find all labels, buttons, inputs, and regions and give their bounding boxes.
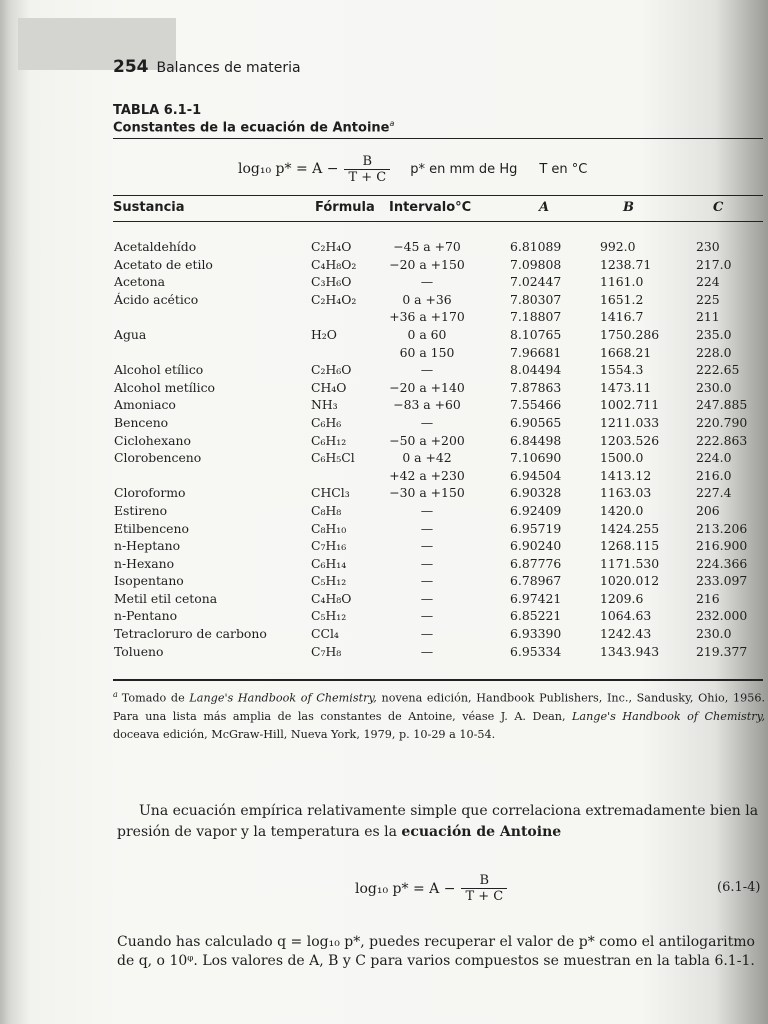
body-paragraph-1 [117,801,768,843]
equation-6-1-4-denominator: T + C [461,888,507,904]
cell-c: 224 [696,274,720,290]
cell-a: 6.84498 [510,432,562,448]
cell-interval: 0 a +36 [402,291,452,307]
cell-c: 232.000 [696,608,748,624]
table-row [0,362,768,380]
cell-b: 1268.115 [600,538,660,554]
cell-substance: Acetona [114,274,166,290]
cell-c: 225 [696,291,720,307]
cell-substance: Isopentano [114,573,184,589]
cell-c: 216.0 [696,467,732,483]
body-paragraph-2: Cuando has calculado q = log₁₀ p*, puedes recuperar el valor de p* como el antilogaritmo de q, o 10ᵠ. Los valores de A, B y C para varios compuestos se muestran en la tabla 6.1-1. [117,934,755,969]
header-bottom-rule [113,221,763,222]
cell-interval: 0 a 60 [407,326,447,342]
cell-interval: — [420,362,434,378]
cell-c: 220.790 [696,414,748,430]
cell-substance: Acetato de etilo [114,256,213,272]
cell-c: 216.900 [696,538,748,554]
cell-a: 6.93390 [510,626,562,642]
cell-b: 1020.012 [600,573,660,589]
cell-c: 230.0 [696,379,732,395]
table-caption-text: Constantes de la ecuación de Antoine [113,120,390,136]
table-row [0,257,768,275]
cell-b: 1242.43 [600,626,652,642]
equation-numerator: B [362,153,373,169]
cell-a: 7.96681 [510,344,562,360]
cell-b: 1554.3 [600,362,644,378]
cell-substance: Alcohol metílico [114,379,216,395]
cell-c: 211 [696,309,720,325]
table-row [0,380,768,398]
cell-c: 222.863 [696,432,748,448]
cell-c: 235.0 [696,326,732,342]
cell-b: 1420.0 [600,502,644,518]
table-row [0,274,768,292]
equation-6-1-4-numerator: B [479,873,490,888]
cell-interval: — [420,573,434,589]
cell-a: 6.97421 [510,590,562,606]
footnote-text-3: doceava edición, McGraw-Hill, Nueva York, 1979, p. 10-29 a 10-54. [113,728,496,742]
cell-c: 206 [696,502,720,518]
cell-substance: Agua [114,326,147,342]
cell-formula: CHCl₃ [311,485,350,501]
cell-formula: C₆H₆ [311,414,342,430]
cell-interval: +36 a +170 [389,309,465,325]
cell-b: 1668.21 [600,344,652,360]
table-row [0,450,768,468]
table-row [0,239,768,257]
cell-c: 219.377 [696,643,748,659]
header-substance: Sustancia [113,200,185,215]
cell-a: 6.85221 [510,608,562,624]
cell-a: 6.90565 [510,414,562,430]
cell-formula: C₇H₁₆ [311,538,347,554]
table-row [0,433,768,451]
cell-a: 8.04494 [510,362,562,378]
cell-substance: Estireno [114,502,168,518]
page-number: 254 [113,57,149,77]
running-title: Balances de materia [156,60,301,76]
antoine-term: ecuación de Antoine [401,824,562,840]
table-row [0,556,768,574]
cell-substance: Etilbenceno [114,520,189,536]
cell-formula: CCl₄ [311,626,339,642]
cell-b: 1238.71 [600,256,652,272]
cell-b: 1209.6 [600,590,644,606]
cell-c: 213.206 [696,520,748,536]
cell-interval: −20 a +140 [389,379,465,395]
cell-c: 247.885 [696,397,748,413]
units-pressure: p* en mm de Hg [410,161,518,177]
cell-b: 1343.943 [600,643,660,659]
equation-lhs: log₁₀ p* = A − [238,161,339,177]
paragraph-1-text: Una ecuación empírica relativamente simple que correlaciona extremadamente bien la presión de vapor y la temperatura es la [117,803,759,840]
footnote-book-1: Lange's Handbook of Chemistry, [189,691,377,705]
table-row [0,468,768,486]
header-top-rule [113,195,763,196]
cell-interval: −20 a +150 [389,256,465,272]
cell-a: 6.90240 [510,538,562,554]
equation-6-1-4-lhs: log₁₀ p* = A − [355,880,456,897]
page-header [113,57,301,77]
cell-b: 1416.7 [600,309,644,325]
header-formula: Fórmula [315,200,375,215]
cell-b: 1203.526 [600,432,660,448]
cell-a: 7.02447 [510,274,562,290]
cell-formula: C₂H₆O [311,362,352,378]
cell-c: 224.366 [696,555,748,571]
cell-substance: Clorobenceno [114,450,202,466]
equation-number: (6.1-4) [717,880,761,895]
table-row [0,503,768,521]
cell-interval: — [420,590,434,606]
cell-interval: — [420,414,434,430]
cell-interval: −50 a +200 [389,432,465,448]
units-temperature: T en °C [539,161,588,177]
cell-a: 7.10690 [510,450,562,466]
cell-substance: Tetracloruro de carbono [114,626,267,642]
caption-footnote-marker: a [389,119,395,128]
cell-substance: n-Pentano [114,608,178,624]
cell-a: 6.87776 [510,555,562,571]
cell-b: 1473.11 [600,379,652,395]
cell-substance: Metil etil cetona [114,590,218,606]
cell-formula: C₈H₈ [311,502,342,518]
cell-formula: CH₄O [311,379,347,395]
cell-substance: n-Hexano [114,555,175,571]
cell-formula: C₂H₄O₂ [311,291,357,307]
cell-b: 1002.711 [600,397,660,413]
table-label: TABLA 6.1-1 [113,103,202,118]
table-row [0,644,768,662]
cell-interval: — [420,520,434,536]
cell-b: 1211.033 [600,414,660,430]
table-row [0,345,768,363]
cell-formula: C₆H₁₄ [311,555,347,571]
cell-a: 6.90328 [510,485,562,501]
cell-a: 7.87863 [510,379,562,395]
header-interval: Intervalo°C [389,200,472,215]
cell-b: 1161.0 [600,274,644,290]
cell-b: 1171.530 [600,555,660,571]
table-row [0,292,768,310]
cell-a: 6.92409 [510,502,562,518]
cell-interval: — [420,626,434,642]
footnote-text-1: Tomado de [121,691,185,705]
cell-formula: C₃H₆O [311,274,352,290]
header-a: A [539,200,550,215]
table-body [0,239,768,661]
cell-c: 230 [696,239,720,254]
cell-a: 6.81089 [510,239,562,254]
cell-a: 7.18807 [510,309,562,325]
footnote-text-2: novena edición, Handbook Publishers, Inc., Sandusky, Ohio, 1956. Para una lista más amplia de las constantes de Antoine, véase J. A. Dean, [113,691,766,723]
table-row [0,591,768,609]
cell-a: 6.94504 [510,467,562,483]
cell-b: 1500.0 [600,450,644,466]
table-row [0,415,768,433]
table-row [0,573,768,591]
cell-formula: C₇H₈ [311,643,342,659]
cell-b: 1651.2 [600,291,644,307]
cell-c: 224.0 [696,450,732,466]
cell-substance: Amoniaco [114,397,176,413]
cell-a: 6.95719 [510,520,562,536]
cell-interval: — [420,555,434,571]
cell-formula: C₆H₁₂ [311,432,347,448]
cell-interval: — [420,643,434,659]
cell-c: 230.0 [696,626,732,642]
cell-interval: −30 a +150 [389,485,465,501]
cell-c: 228.0 [696,344,732,360]
table-caption [113,119,394,135]
cell-interval: 0 a +42 [402,450,452,466]
table-column-headers [0,200,768,218]
equation-fraction [344,154,390,185]
cell-substance: n-Heptano [114,538,181,554]
cell-c: 227.4 [696,485,732,501]
table-row [0,309,768,327]
cell-a: 7.55466 [510,397,562,413]
cell-substance: Cloroformo [114,485,186,501]
cell-b: 1064.63 [600,608,652,624]
cell-a: 7.09808 [510,256,562,272]
cell-formula: C₅H₁₂ [311,573,347,589]
cell-formula: C₅H₁₂ [311,608,347,624]
table-equation [238,148,587,190]
header-b: B [623,200,634,215]
cell-b: 1424.255 [600,520,660,536]
cell-substance: Alcohol etílico [114,362,204,378]
cell-a: 7.80307 [510,291,562,307]
cell-a: 8.10765 [510,326,562,342]
cell-c: 222.65 [696,362,740,378]
cell-interval: +42 a +230 [389,467,465,483]
cell-interval: — [420,502,434,518]
table-row [0,327,768,345]
cell-b: 1413.12 [600,467,652,483]
cell-substance: Ciclohexano [114,432,191,448]
cell-formula: C₈H₁₀ [311,520,347,536]
table-row [0,397,768,415]
cell-c: 216 [696,590,720,606]
cell-interval: — [420,608,434,624]
cell-interval: −45 a +70 [393,239,461,254]
cell-substance: Ácido acético [114,291,199,307]
cell-formula: NH₃ [311,397,338,413]
cell-a: 6.78967 [510,573,562,589]
cell-substance: Benceno [114,414,169,430]
cell-c: 233.097 [696,573,748,589]
cell-a: 6.95334 [510,643,562,659]
equation-denominator: T + C [344,169,390,185]
table-bottom-rule [113,679,763,681]
table-footnote [113,686,765,744]
cell-formula: H₂O [311,326,337,342]
table-row [0,521,768,539]
table-top-rule [113,138,763,139]
header-c: C [713,200,724,215]
cell-formula: C₄H₈O₂ [311,256,357,272]
cell-c: 217.0 [696,256,732,272]
footnote-marker: a [113,690,118,699]
cell-formula: C₂H₄O [311,239,352,254]
footnote-book-2: Lange's Handbook of Chemistry, [572,709,765,723]
cell-interval: −83 a +60 [393,397,461,413]
table-row [0,608,768,626]
cell-interval: — [420,538,434,554]
cell-substance: Tolueno [114,643,164,659]
equation-6-1-4 [355,873,513,904]
cell-interval: — [420,274,434,290]
table-row [0,485,768,503]
cell-b: 992.0 [600,239,636,254]
table-row [0,538,768,556]
cell-substance: Acetaldehído [114,239,197,254]
cell-interval: 60 a 150 [399,344,455,360]
equation-6-1-4-fraction [461,873,507,904]
cell-formula: C₆H₅Cl [311,450,355,466]
cell-b: 1750.286 [600,326,660,342]
table-row [0,626,768,644]
cell-formula: C₄H₈O [311,590,352,606]
cell-b: 1163.03 [600,485,652,501]
